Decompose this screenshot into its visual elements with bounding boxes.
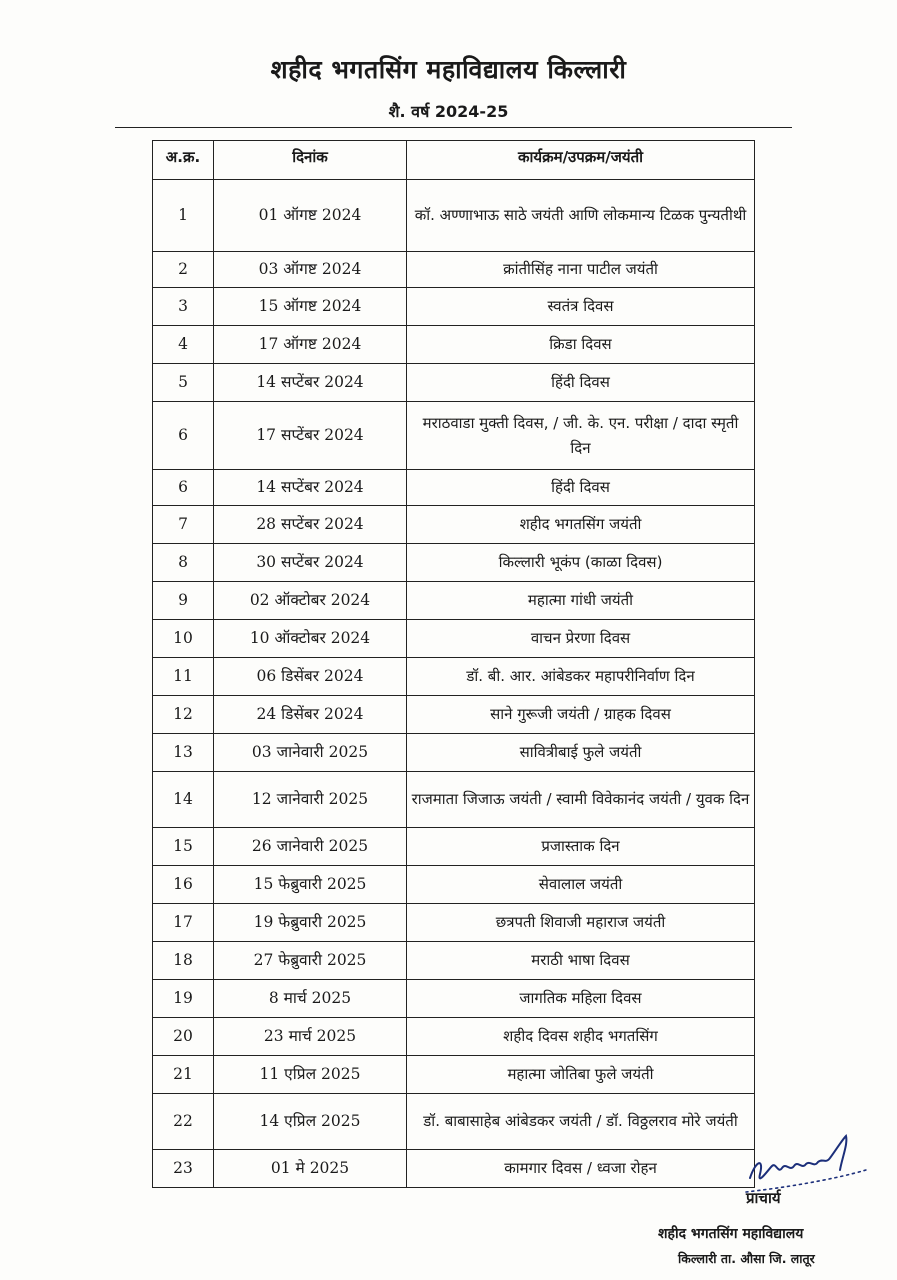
event-cell: राजमाता जिजाऊ जयंती / स्वामी विवेकानंद जयंती / युवक दिन — [407, 772, 755, 828]
date-cell: 14 सप्टेंबर 2024 — [214, 364, 407, 402]
event-cell: क्रांतीसिंह नाना पाटील जयंती — [407, 252, 755, 288]
date-cell: 03 ऑगष्ट 2024 — [214, 252, 407, 288]
serial-number-cell: 6 — [153, 470, 214, 506]
serial-number-cell: 21 — [153, 1056, 214, 1094]
event-cell: वाचन प्रेरणा दिवस — [407, 620, 755, 658]
event-cell: किल्लारी भूकंप (काळा दिवस) — [407, 544, 755, 582]
event-cell: मराठवाडा मुक्ती दिवस, / जी. के. एन. परीक्षा / दादा स्मृती दिन — [407, 402, 755, 470]
table-row — [153, 620, 755, 658]
signature-college-name: शहीद भगतसिंग महाविद्यालय — [658, 1226, 804, 1242]
table-row — [153, 544, 755, 582]
date-cell: 17 ऑगष्ट 2024 — [214, 326, 407, 364]
event-cell: शहीद दिवस शहीद भगतसिंग — [407, 1018, 755, 1056]
serial-number-cell: 15 — [153, 828, 214, 866]
event-cell: सावित्रीबाई फुले जयंती — [407, 734, 755, 772]
date-cell: 27 फेब्रुवारी 2025 — [214, 942, 407, 980]
table-row — [153, 980, 755, 1018]
date-cell: 17 सप्टेंबर 2024 — [214, 402, 407, 470]
serial-number-cell: 3 — [153, 288, 214, 326]
date-cell: 15 ऑगष्ट 2024 — [214, 288, 407, 326]
serial-number-cell: 16 — [153, 866, 214, 904]
serial-number-cell: 22 — [153, 1094, 214, 1150]
date-cell: 01 मे 2025 — [214, 1150, 407, 1188]
table-row — [153, 252, 755, 288]
date-cell: 02 ऑक्टोबर 2024 — [214, 582, 407, 620]
page-title: शहीद भगतसिंग महाविद्यालय किल्लारी — [270, 55, 627, 84]
events-table — [152, 140, 755, 1188]
date-cell: 12 जानेवारी 2025 — [214, 772, 407, 828]
event-cell: डॉ. बी. आर. आंबेडकर महापरीनिर्वाण दिन — [407, 658, 755, 696]
event-cell: हिंदी दिवस — [407, 364, 755, 402]
serial-number-cell: 7 — [153, 506, 214, 544]
signature-address: किल्लारी ता. औसा जि. लातूर — [678, 1251, 815, 1266]
serial-number-cell: 14 — [153, 772, 214, 828]
serial-number-cell: 9 — [153, 582, 214, 620]
table-row — [153, 866, 755, 904]
signature-title: प्राचार्य — [746, 1189, 781, 1207]
table-row — [153, 696, 755, 734]
date-cell: 06 डिसेंबर 2024 — [214, 658, 407, 696]
serial-number-cell: 18 — [153, 942, 214, 980]
serial-number-cell: 20 — [153, 1018, 214, 1056]
table-row — [153, 180, 755, 252]
serial-number-cell: 8 — [153, 544, 214, 582]
event-cell: कामगार दिवस / ध्वजा रोहन — [407, 1150, 755, 1188]
table-row — [153, 288, 755, 326]
table-row — [153, 326, 755, 364]
date-cell: 30 सप्टेंबर 2024 — [214, 544, 407, 582]
table-row — [153, 734, 755, 772]
serial-number-cell: 23 — [153, 1150, 214, 1188]
serial-number-cell: 19 — [153, 980, 214, 1018]
table-header-row — [153, 141, 755, 180]
header-divider — [115, 127, 792, 128]
event-cell: शहीद भगतसिंग जयंती — [407, 506, 755, 544]
event-cell: जागतिक महिला दिवस — [407, 980, 755, 1018]
event-cell: प्रजास्ताक दिन — [407, 828, 755, 866]
column-header-date: दिनांक — [214, 141, 407, 180]
event-cell: क्रिडा दिवस — [407, 326, 755, 364]
date-cell: 19 फेब्रुवारी 2025 — [214, 904, 407, 942]
serial-number-cell: 13 — [153, 734, 214, 772]
event-cell: महात्मा जोतिबा फुले जयंती — [407, 1056, 755, 1094]
table-row — [153, 364, 755, 402]
date-cell: 01 ऑगष्ट 2024 — [214, 180, 407, 252]
serial-number-cell: 11 — [153, 658, 214, 696]
table-row — [153, 942, 755, 980]
event-cell: हिंदी दिवस — [407, 470, 755, 506]
date-cell: 26 जानेवारी 2025 — [214, 828, 407, 866]
event-cell: छत्रपती शिवाजी महाराज जयंती — [407, 904, 755, 942]
date-cell: 28 सप्टेंबर 2024 — [214, 506, 407, 544]
table-row — [153, 828, 755, 866]
event-cell: मराठी भाषा दिवस — [407, 942, 755, 980]
serial-number-cell: 2 — [153, 252, 214, 288]
table-row — [153, 402, 755, 470]
date-cell: 24 डिसेंबर 2024 — [214, 696, 407, 734]
academic-year: शै. वर्ष 2024-25 — [388, 102, 509, 121]
serial-number-cell: 10 — [153, 620, 214, 658]
column-header-event: कार्यक्रम/उपक्रम/जयंती — [407, 141, 755, 180]
date-cell: 8 मार्च 2025 — [214, 980, 407, 1018]
event-cell: डॉ. बाबासाहेब आंबेडकर जयंती / डॉ. विठ्ठलराव मोरे जयंती — [407, 1094, 755, 1150]
table-row — [153, 904, 755, 942]
date-cell: 11 एप्रिल 2025 — [214, 1056, 407, 1094]
table-row — [153, 658, 755, 696]
serial-number-cell: 17 — [153, 904, 214, 942]
table-row — [153, 772, 755, 828]
event-cell: महात्मा गांधी जयंती — [407, 582, 755, 620]
serial-number-cell: 1 — [153, 180, 214, 252]
event-cell: कॉ. अण्णाभाऊ साठे जयंती आणि लोकमान्य टिळक पुन्यतीथी — [407, 180, 755, 252]
table-row — [153, 582, 755, 620]
date-cell: 15 फेब्रुवारी 2025 — [214, 866, 407, 904]
date-cell: 03 जानेवारी 2025 — [214, 734, 407, 772]
serial-number-cell: 6 — [153, 402, 214, 470]
table-row — [153, 1056, 755, 1094]
date-cell: 10 ऑक्टोबर 2024 — [214, 620, 407, 658]
table-body — [153, 180, 755, 1188]
table-row — [153, 506, 755, 544]
date-cell: 14 सप्टेंबर 2024 — [214, 470, 407, 506]
event-cell: स्वतंत्र दिवस — [407, 288, 755, 326]
table-row — [153, 1018, 755, 1056]
event-cell: सेवालाल जयंती — [407, 866, 755, 904]
date-cell: 23 मार्च 2025 — [214, 1018, 407, 1056]
date-cell: 14 एप्रिल 2025 — [214, 1094, 407, 1150]
principal-signature-block — [650, 1130, 890, 1280]
serial-number-cell: 12 — [153, 696, 214, 734]
column-header-serial: अ.क्र. — [153, 141, 214, 180]
serial-number-cell: 4 — [153, 326, 214, 364]
event-cell: साने गुरूजी जयंती / ग्राहक दिवस — [407, 696, 755, 734]
serial-number-cell: 5 — [153, 364, 214, 402]
table-row — [153, 470, 755, 506]
